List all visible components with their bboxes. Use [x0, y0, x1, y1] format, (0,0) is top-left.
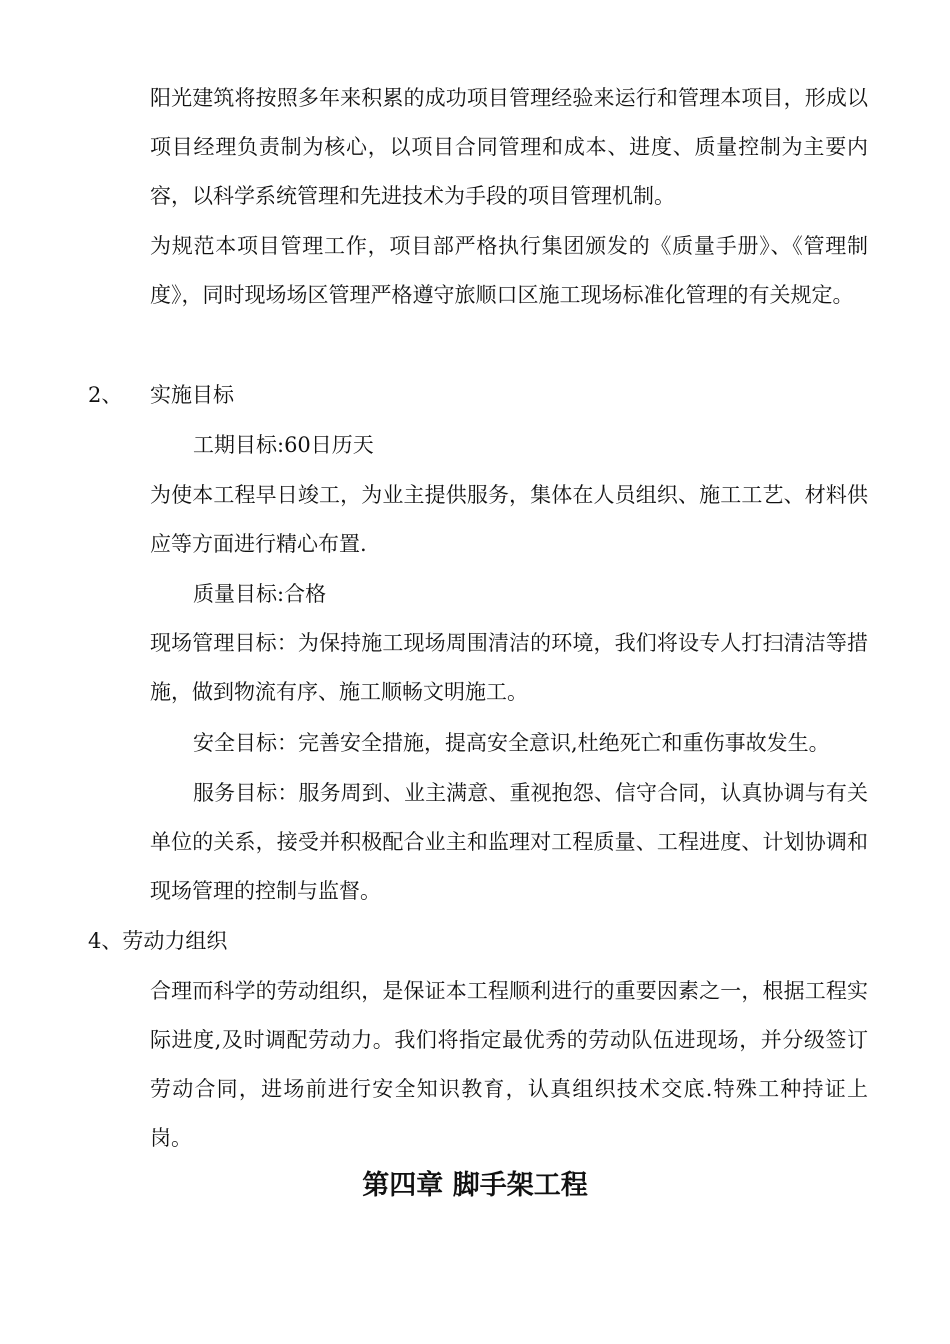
- goal-service: 服务目标：服务周到、业主满意、重视抱怨、信守合同，认真协调与有关单位的关系，接受并积极配合业主和监理对工程质量、工程进度、计划协调和现场管理的控制与监督。: [150, 781, 868, 903]
- section-title-labor: 4、劳动力组织: [88, 929, 228, 953]
- paragraph-schedule-detail: 为使本工程早日竣工，为业主提供服务，集体在人员组织、施工工艺、材料供应等方面进行精心布置.: [150, 483, 868, 556]
- chapter-title: 第四章 脚手架工程: [362, 1170, 588, 1201]
- goal-quality: 质量目标:合格: [193, 582, 327, 606]
- paragraph-management-system: 阳光建筑将按照多年来积累的成功项目管理经验来运行和管理本项目，形成以项目经理负责制为核心，以项目合同管理和成本、进度、质量控制为主要内容，以科学系统管理和先进技术为手段的项目管理机制。: [150, 86, 868, 208]
- paragraph-management-standards: 为规范本项目管理工作，项目部严格执行集团颁发的《质量手册》、《管理制度》，同时现场场区管理严格遵守旅顺口区施工现场标准化管理的有关规定。: [150, 234, 868, 307]
- paragraph-labor-organization: 合理而科学的劳动组织，是保证本工程顺利进行的重要因素之一，根据工程实际进度,及时调配劳动力。我们将指定最优秀的劳动队伍进现场，并分级签订劳动合同，进场前进行安全知识教育，认真组织技术交底.特殊工种持证上岗。: [150, 979, 868, 1150]
- section-number-2: 2、: [88, 383, 123, 407]
- section-title-goals: 实施目标: [150, 383, 234, 407]
- goal-safety: 安全目标：完善安全措施，提高安全意识,杜绝死亡和重伤事故发生。: [193, 731, 830, 755]
- paragraph-site-management: 现场管理目标：为保持施工现场周围清洁的环境，我们将设专人打扫清洁等措施，做到物流有序、施工顺畅文明施工。: [150, 631, 868, 704]
- goal-schedule: 工期目标:60日历天: [193, 433, 374, 457]
